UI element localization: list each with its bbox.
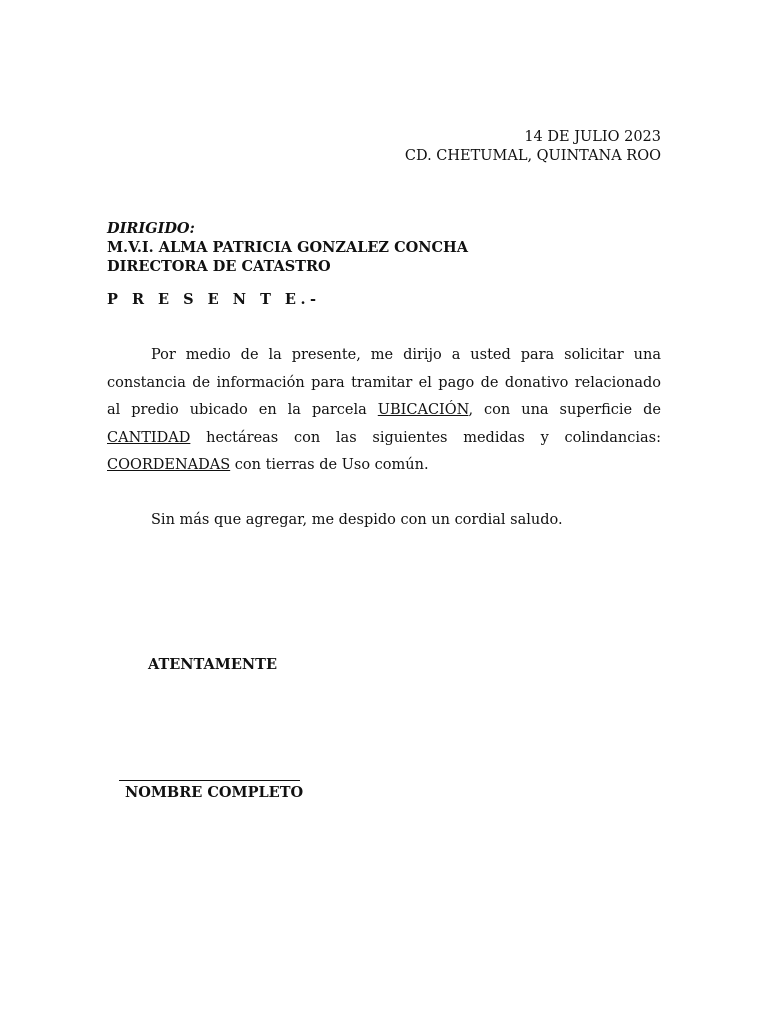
addressee-name: M.V.I. ALMA PATRICIA GONZALEZ CONCHA — [107, 239, 468, 256]
letter-place: CD. CHETUMAL, QUINTANA ROO — [404, 148, 661, 164]
body-text-3: hectáreas con las siguientes medidas y colindancias: — [190, 429, 661, 446]
addressee-label: DIRIGIDO: — [107, 220, 195, 237]
salutation: P R E S E N T E.- — [107, 291, 321, 308]
regards-text: ATENTAMENTE — [148, 656, 277, 673]
date-place-block — [405, 128, 661, 166]
body-text-1: Por medio de la presente, me dirijo a usted para solicitar una constancia de información para tramitar el pago de donativo relacionado al predio ubicado en la parcela — [107, 347, 661, 418]
addressee-block — [107, 219, 468, 276]
letter-date: 14 DE JULIO 2023 — [524, 129, 661, 145]
body-paragraph — [107, 342, 661, 480]
quantity-field: CANTIDAD — [107, 429, 191, 446]
signature-name: NOMBRE COMPLETO — [125, 784, 304, 801]
closing-paragraph: Sin más que agregar, me despido con un cordial saludo. — [151, 512, 563, 528]
signature-line — [119, 780, 300, 781]
location-field: UBICACIÓN — [377, 402, 469, 418]
body-text-4: con tierras de Uso común. — [230, 457, 429, 473]
body-text-2: , con una superficie de — [468, 402, 661, 418]
addressee-title: DIRECTORA DE CATASTRO — [107, 258, 331, 275]
coordinates-field: COORDENADAS — [107, 457, 231, 473]
